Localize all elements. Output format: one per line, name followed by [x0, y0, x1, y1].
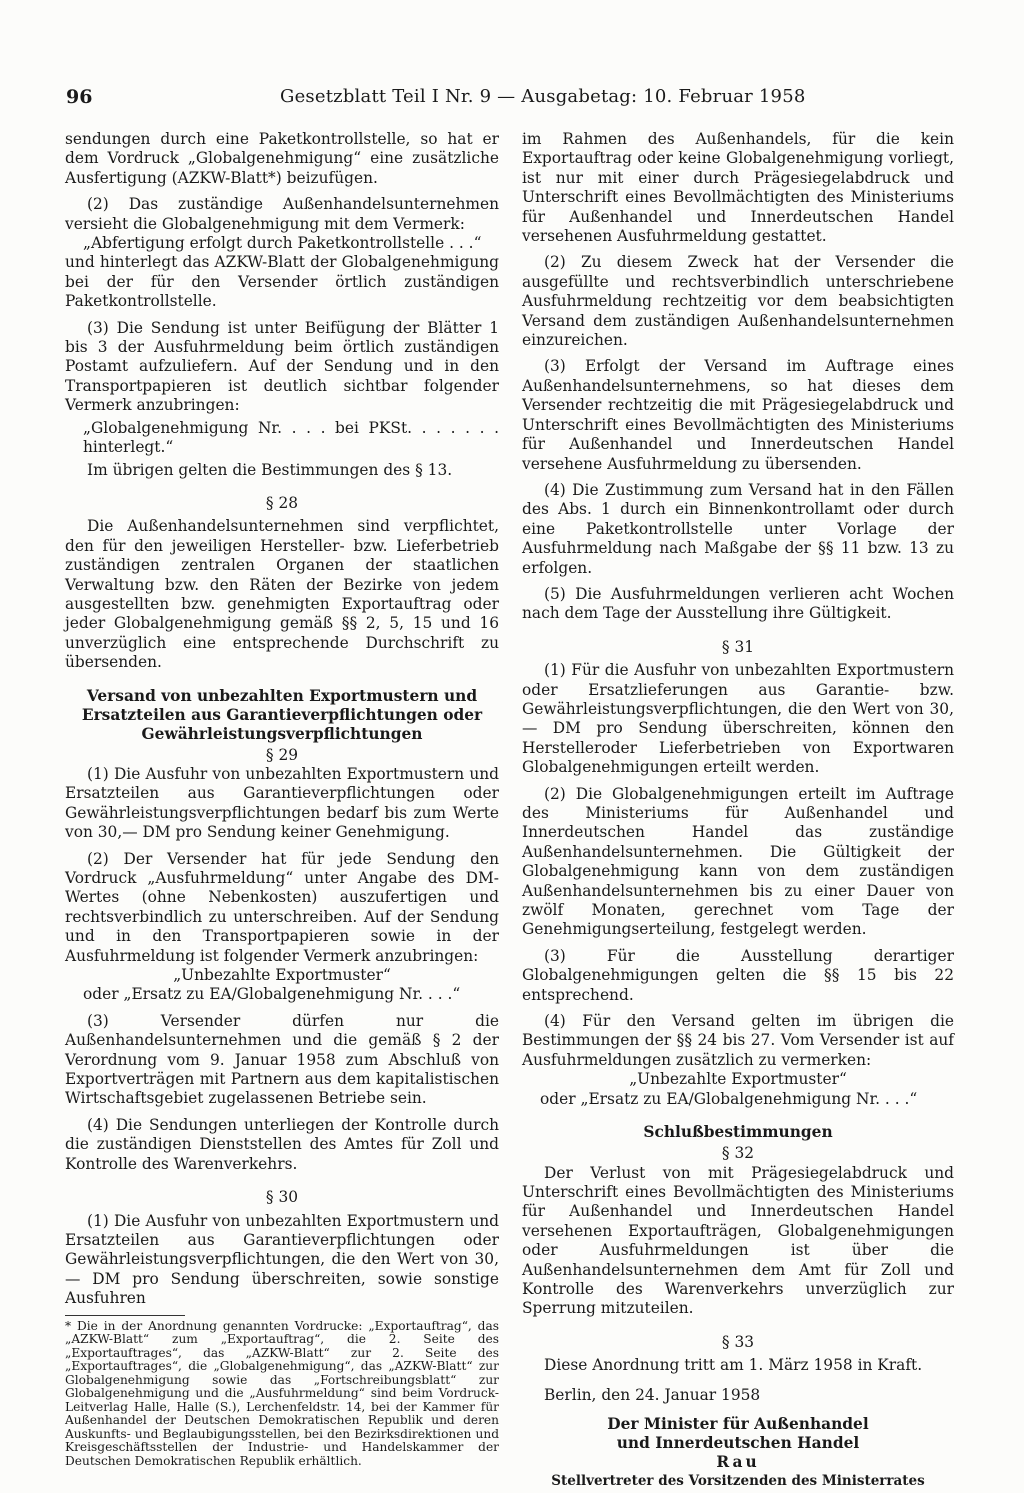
section-number: § 32	[721, 1144, 755, 1163]
paragraph: (5) Die Ausfuhrmeldungen verlieren acht Wochen nach dem Tage der Ausstellung ihre Gültigkeit.	[522, 584, 954, 623]
quote: „Unbezahlte Exportmuster“	[629, 1070, 847, 1089]
quote: „Unbezahlte Exportmuster“	[173, 966, 391, 985]
quote: oder „Ersatz zu EA/Globalgenehmigung Nr. . . .“	[540, 1089, 918, 1108]
paragraph: Diese Anordnung tritt am 1. März 1958 in Kraft.	[544, 1356, 923, 1375]
paragraph: (3) Für die Ausstellung derartiger Globalgenehmigungen gelten die §§ 15 bis 22 entsprechend.	[522, 946, 954, 1004]
paragraph: (4) Die Sendungen unterliegen der Kontrolle durch die zuständigen Dienststellen des Amtes für Zoll und Kontrolle des Warenverkehrs.	[65, 1115, 499, 1173]
paragraph: sendungen durch eine Paketkontrollstelle, so hat er dem Vordruck „Globalgenehmigung“ eine zusätzliche Ausfertigung (AZKW-Blatt*) beizufügen.	[65, 130, 499, 187]
paragraph: (3) Die Sendung ist unter Beifügung der Blätter 1 bis 3 der Ausfuhrmeldung beim örtlich zuständigen Postamt aufzuliefern. Auf der Sendung und in den Transportpapieren ist deutlich sichtbar folgender Vermerk anzubringen:	[65, 318, 499, 415]
paragraph: (2) Das zuständige Außenhandelsunternehmen versieht die Globalgenehmigung mit dem Vermerk:	[65, 195, 499, 233]
section-number: § 30	[265, 1188, 299, 1207]
signature-name: Rau	[716, 1452, 760, 1471]
paragraph: (3) Versender dürfen nur die Außenhandelsunternehmen und die gemäß § 2 der Verordnung vom 9. Januar 1958 zum Abschluß von Exportverträgen mit Partnern aus dem kapitalistischen Wirtschaftsgebiet zugelassenen Betriebe sein.	[65, 1011, 499, 1108]
paragraph: (1) Die Ausfuhr von unbezahlten Exportmustern und Ersatzteilen aus Garantieverpflichtungen oder Gewährleistungsverpflichtungen bedarf bis zum Werte von 30,— DM pro Sendung keiner Genehmigung.	[65, 764, 499, 842]
section-heading: Schlußbestimmungen	[643, 1123, 833, 1142]
signature-title: Der Minister für Außenhandel	[607, 1414, 869, 1433]
footnote: * Die in der Anordnung genannten Vordrucke: „Exportauftrag“, das „AZKW-Blatt“ zum „Exportauftrag“, die 2. Seite des „Exportauftrages“, das „AZKW-Blatt“ zur 2. Seite des „Exportauftrages“, die „Globalgenehmigung“, das „AZKW-Blatt“ zur Globalgenehmigung sowie das „Fortschreibungsblatt“ zur Globalgenehmigung und die „Ausfuhrmeldung“ sind beim Vordruck-Leitverlag Halle, Halle (S.), Lerchenfeldstr. 14, bei der Kammer für Außenhandel der Deutschen Demokratischen Republik und deren Auskunfts- und Beglaubigungsstellen, bei den Bezirksdirektionen und Kreisgeschäftsstellen der Industrie- und Handelskammer der Deutschen Demokratischen Republik erhältlich.	[65, 1318, 499, 1468]
header-title: Gesetzblatt Teil I Nr. 9 — Ausgabetag: 10. Februar 1958	[280, 86, 806, 107]
paragraph: (3) Erfolgt der Versand im Auftrage eines Außenhandelsunternehmens, so hat dieses dem Versender rechtzeitig die mit Prägesiegelabdruck und Unterschrift eines Bevollmächtigten des Ministeriums für Außenhandel und Innerdeutschen Handel versehene Ausfuhrmeldung zu übersenden.	[522, 357, 954, 473]
section-number: § 33	[721, 1332, 755, 1351]
right-column	[522, 130, 954, 1492]
paragraph: (1) Für die Ausfuhr von unbezahlten Exportmustern oder Ersatzlieferungen aus Garantie- bzw. Gewährleistungsverpflichtungen, die den Wert von 30,— DM pro Sendung überschreiten, können den Herstelleroder Lieferbetrieben von Exportwaren Globalgenehmigungen erteilt werden.	[522, 661, 954, 777]
date-line: Berlin, den 24. Januar 1958	[544, 1385, 761, 1404]
paragraph: (2) Die Globalgenehmigungen erteilt im Auftrage des Ministeriums für Außenhandel und Innerdeutschen Handel das zuständige Außenhandelsunternehmen. Die Gültigkeit der Globalgenehmigung kann von dem zuständigen Außenhandelsunternehmen bis zu einer Dauer von zwölf Monaten, gerechnet vom Tage der Genehmigungserteilung, festgelegt werden.	[522, 784, 954, 939]
paragraph: Im übrigen gelten die Bestimmungen des § 13.	[87, 460, 453, 479]
quote: „Globalgenehmigung Nr. . . . bei PKSt. . . . . . . hinterlegt.“	[83, 418, 499, 457]
paragraph: (2) Der Versender hat für jede Sendung den Vordruck „Ausfuhrmeldung“ unter Angabe des DM-Wertes (ohne Nebenkosten) auszufertigen und rechtsverbindlich zu unterschreiben. Auf der Sendung und in den Transportpapieren sowie in der Ausfuhrmeldung ist folgender Vermerk anzubringen:	[65, 849, 499, 965]
signature-title: und Innerdeutschen Handel	[616, 1433, 860, 1452]
quote: „Abfertigung erfolgt durch Paketkontrollstelle . . .“	[83, 234, 482, 253]
paragraph: (4) Die Zustimmung zum Versand hat in den Fällen des Abs. 1 durch ein Binnenkontrollamt oder durch eine Paketkontrollstelle unter Vorlage der Ausfuhrmeldung nach Maßgabe der §§ 11 bzw. 13 zu erfolgen.	[522, 480, 954, 577]
paragraph: und hinterlegt das AZKW-Blatt der Globalgenehmigung bei der für den Versender örtlich zuständigen Paketkontrollstelle.	[65, 253, 499, 311]
section-number: § 29	[265, 745, 299, 764]
paragraph: Der Verlust von mit Prägesiegelabdruck und Unterschrift eines Bevollmächtigten des Ministeriums für Außenhandel und Innerdeutschen Handel versehenen Exportaufträgen, Globalgenehmigungen oder Ausfuhrmeldungen ist über die Außenhandelsunternehmen dem Amt für Zoll und Kontrolle des Warenverkehrs unverzüglich zur Sperrung mitzuteilen.	[522, 1163, 954, 1318]
page-header	[66, 86, 956, 116]
signature-role: Stellvertreter des Vorsitzenden des Ministerrates	[551, 1473, 925, 1490]
page-number: 96	[66, 86, 93, 108]
left-column	[65, 130, 499, 1475]
paragraph: (1) Die Ausfuhr von unbezahlten Exportmustern und Ersatzteilen aus Garantieverpflichtungen oder Gewährleistungsverpflichtungen, die den Wert von 30,— DM pro Sendung überschreiten, sowie sonstige Ausfuhren	[65, 1211, 499, 1308]
section-number: § 28	[265, 493, 299, 512]
paragraph: Die Außenhandelsunternehmen sind verpflichtet, den für den jeweiligen Hersteller- bzw. Lieferbetrieb zuständigen zentralen Organen der staatlichen Verwaltung bzw. den Räten der Bezirke von jedem ausgestellten bzw. genehmigten Exportauftrag oder jeder Globalgenehmigung gemäß §§ 2, 5, 15 und 16 unverzüglich eine entsprechende Durchschrift zu übersenden.	[65, 517, 499, 672]
section-number: § 31	[721, 637, 755, 656]
paragraph: (4) Für den Versand gelten im übrigen die Bestimmungen der §§ 24 bis 27. Vom Versender ist auf Ausfuhrmeldungen zusätzlich zu vermerken:	[522, 1012, 954, 1069]
footnote-rule	[65, 1315, 185, 1316]
section-heading: Versand von unbezahlten Exportmustern und Ersatzteilen aus Garantieverpflichtungen oder Gewährleistungsverpflichtungen	[81, 686, 483, 743]
paragraph: (2) Zu diesem Zweck hat der Versender die ausgefüllte und rechtsverbindlich unterschriebene Ausfuhrmeldung rechtzeitig vor dem beabsichtigten Versand dem zuständigen Außenhandelsunternehmen einzureichen.	[522, 253, 954, 350]
paragraph: im Rahmen des Außenhandels, für die kein Exportauftrag oder keine Globalgenehmigung vorliegt, ist nur mit einer durch Prägesiegelabdruck und Unterschrift eines Bevollmächtigten des Ministeriums für Außenhandel und Innerdeutschen Handel versehenen Ausfuhrmeldung gestattet.	[522, 130, 954, 246]
quote: oder „Ersatz zu EA/Globalgenehmigung Nr. . . .“	[83, 985, 461, 1004]
